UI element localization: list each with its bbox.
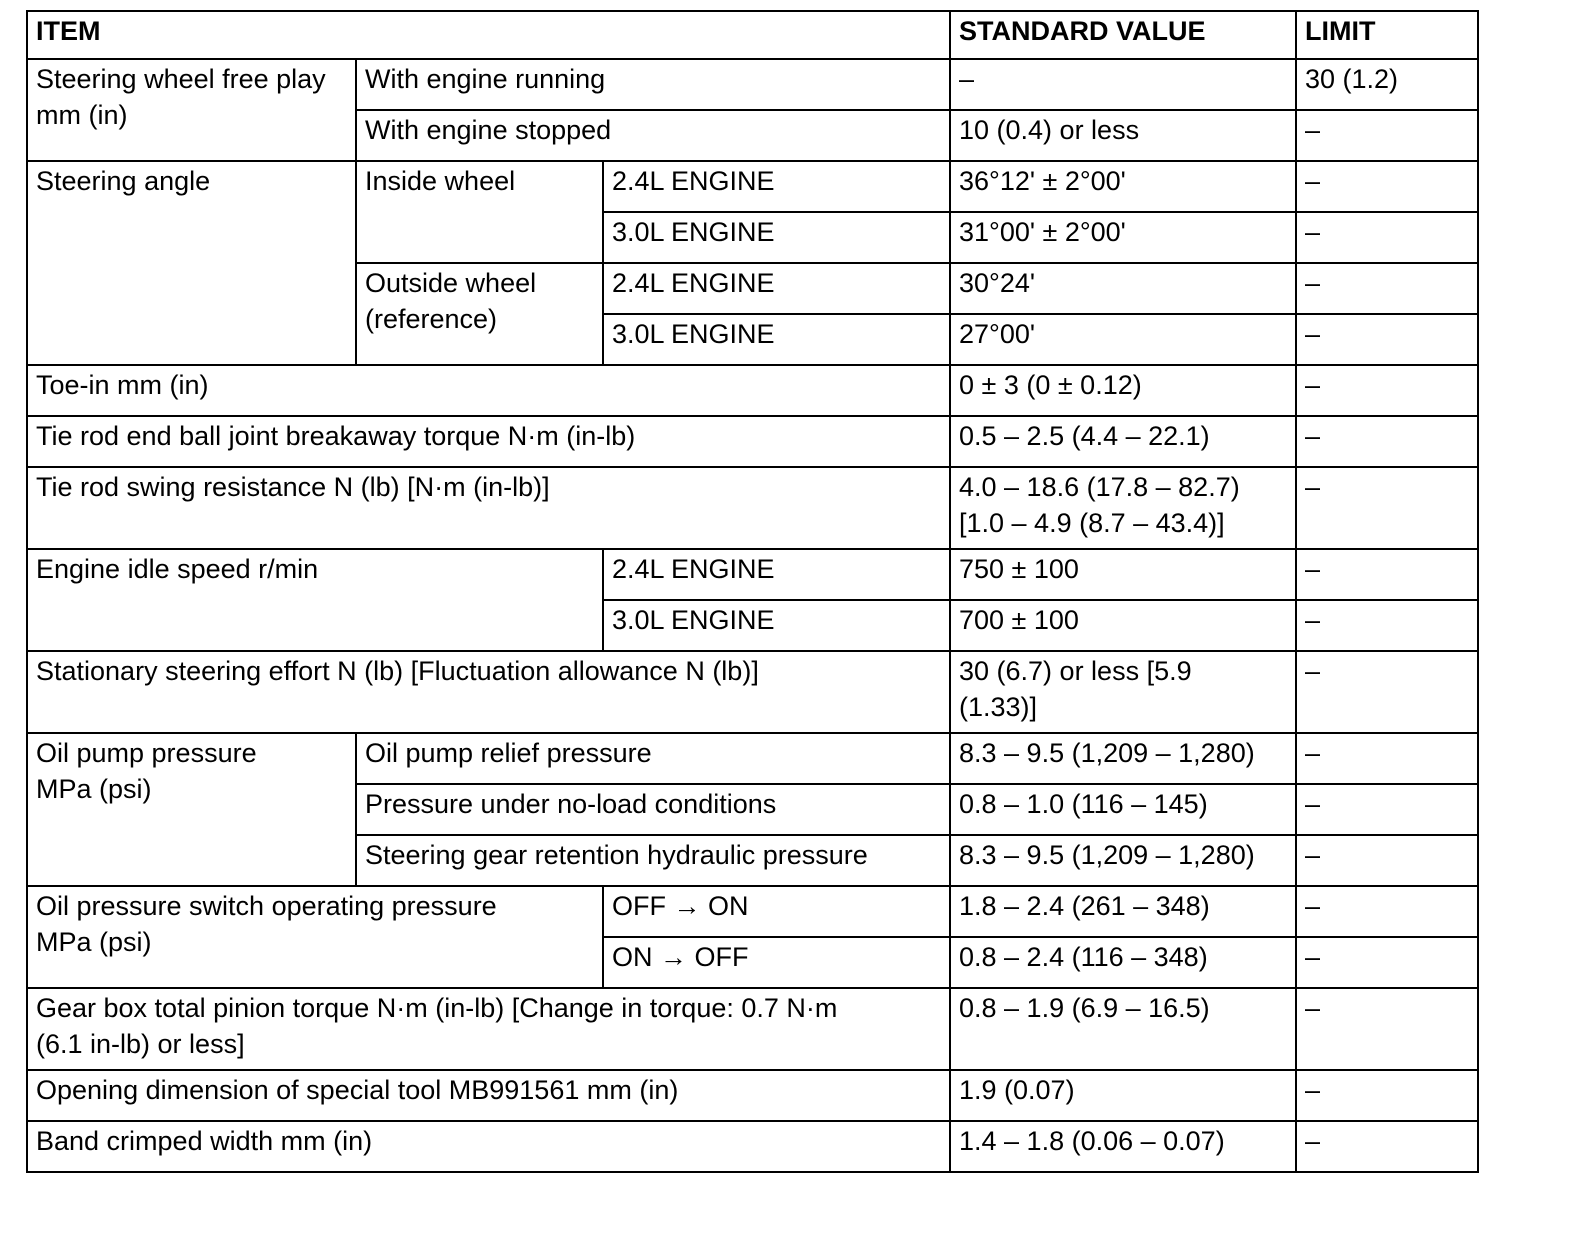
engine-label: 3.0L ENGINE [603, 314, 950, 365]
table-row [27, 365, 1478, 416]
table-row [27, 549, 1478, 600]
condition-engine-running: With engine running [356, 59, 950, 110]
condition-on-off: ON → OFF [603, 937, 950, 988]
header-limit: LIMIT [1296, 11, 1478, 59]
standard-value: 30°24' [950, 263, 1296, 314]
limit-value: – [1296, 835, 1478, 886]
standard-value: 0 ± 3 (0 ± 0.12) [950, 365, 1296, 416]
engine-label: 2.4L ENGINE [603, 549, 950, 600]
specification-table [26, 10, 1479, 1173]
engine-label: 3.0L ENGINE [603, 212, 950, 263]
item-line: MPa (psi) [36, 774, 152, 804]
condition-relief-pressure: Oil pump relief pressure [356, 733, 950, 784]
limit-value: – [1296, 416, 1478, 467]
limit-value: – [1296, 1121, 1478, 1172]
value-line: (1.33)] [959, 692, 1038, 722]
table-row [27, 467, 1478, 549]
table-row [27, 1070, 1478, 1121]
condition-retention-pressure: Steering gear retention hydraulic pressure [356, 835, 950, 886]
table-row [27, 416, 1478, 467]
standard-value: 1.8 – 2.4 (261 – 348) [950, 886, 1296, 937]
item-band-crimped-width: Band crimped width mm (in) [27, 1121, 950, 1172]
table-row [27, 59, 1478, 110]
standard-value: 31°00' ± 2°00' [950, 212, 1296, 263]
condition-no-load: Pressure under no-load conditions [356, 784, 950, 835]
item-line: MPa (psi) [36, 927, 152, 957]
limit-value: – [1296, 110, 1478, 161]
limit-value: – [1296, 988, 1478, 1070]
item-line: (6.1 in-lb) or less] [36, 1029, 245, 1059]
limit-value: – [1296, 886, 1478, 937]
limit-value: – [1296, 784, 1478, 835]
item-steering-angle: Steering angle [27, 161, 356, 365]
engine-label: 2.4L ENGINE [603, 263, 950, 314]
standard-value: 27°00' [950, 314, 1296, 365]
limit-value: – [1296, 467, 1478, 549]
standard-value: 1.9 (0.07) [950, 1070, 1296, 1121]
standard-value: 8.3 – 9.5 (1,209 – 1,280) [950, 835, 1296, 886]
standard-value: 0.8 – 1.0 (116 – 145) [950, 784, 1296, 835]
standard-value: 0.5 – 2.5 (4.4 – 22.1) [950, 416, 1296, 467]
table-row [27, 733, 1478, 784]
engine-label: 2.4L ENGINE [603, 161, 950, 212]
limit-value: – [1296, 733, 1478, 784]
standard-value: 10 (0.4) or less [950, 110, 1296, 161]
limit-value: – [1296, 263, 1478, 314]
limit-value: – [1296, 600, 1478, 651]
item-oil-pressure-switch [27, 886, 603, 988]
item-line: Oil pump pressure [36, 738, 257, 768]
item-ball-joint-torque: Tie rod end ball joint breakaway torque N·m (in-lb) [27, 416, 950, 467]
value-line: 30 (6.7) or less [5.9 [959, 656, 1192, 686]
header-item: ITEM [27, 11, 950, 59]
standard-value [950, 467, 1296, 549]
item-free-play: Steering wheel free play mm (in) [27, 59, 356, 161]
table-row [27, 886, 1478, 937]
table-row [27, 651, 1478, 733]
standard-value: – [950, 59, 1296, 110]
limit-value: – [1296, 937, 1478, 988]
item-oil-pump-pressure [27, 733, 356, 886]
limit-value: – [1296, 365, 1478, 416]
item-idle-speed: Engine idle speed r/min [27, 549, 603, 651]
standard-value: 8.3 – 9.5 (1,209 – 1,280) [950, 733, 1296, 784]
value-line: [1.0 – 4.9 (8.7 – 43.4)] [959, 508, 1225, 538]
outside-wheel-label: Outside wheel (reference) [356, 263, 603, 365]
value-line: 4.0 – 18.6 (17.8 – 82.7) [959, 472, 1240, 502]
standard-value: 0.8 – 1.9 (6.9 – 16.5) [950, 988, 1296, 1070]
limit-value: – [1296, 212, 1478, 263]
limit-value: 30 (1.2) [1296, 59, 1478, 110]
table-row [27, 988, 1478, 1070]
header-standard-value: STANDARD VALUE [950, 11, 1296, 59]
standard-value: 0.8 – 2.4 (116 – 348) [950, 937, 1296, 988]
item-line: Gear box total pinion torque N·m (in-lb) [Change in torque: 0.7 N·m [36, 993, 838, 1023]
table-row [27, 1121, 1478, 1172]
standard-value [950, 651, 1296, 733]
limit-value: – [1296, 314, 1478, 365]
table-row [27, 161, 1478, 212]
item-special-tool: Opening dimension of special tool MB991561 mm (in) [27, 1070, 950, 1121]
standard-value: 700 ± 100 [950, 600, 1296, 651]
limit-value: – [1296, 651, 1478, 733]
standard-value: 750 ± 100 [950, 549, 1296, 600]
item-steering-effort: Stationary steering effort N (lb) [Fluctuation allowance N (lb)] [27, 651, 950, 733]
limit-value: – [1296, 1070, 1478, 1121]
item-swing-resistance: Tie rod swing resistance N (lb) [N·m (in-lb)] [27, 467, 950, 549]
engine-label: 3.0L ENGINE [603, 600, 950, 651]
limit-value: – [1296, 549, 1478, 600]
standard-value: 1.4 – 1.8 (0.06 – 0.07) [950, 1121, 1296, 1172]
header-row [27, 11, 1478, 59]
condition-engine-stopped: With engine stopped [356, 110, 950, 161]
inside-wheel-label: Inside wheel [356, 161, 603, 263]
standard-value: 36°12' ± 2°00' [950, 161, 1296, 212]
item-toe-in: Toe-in mm (in) [27, 365, 950, 416]
item-pinion-torque [27, 988, 950, 1070]
limit-value: – [1296, 161, 1478, 212]
item-line: Oil pressure switch operating pressure [36, 891, 497, 921]
condition-off-on: OFF → ON [603, 886, 950, 937]
